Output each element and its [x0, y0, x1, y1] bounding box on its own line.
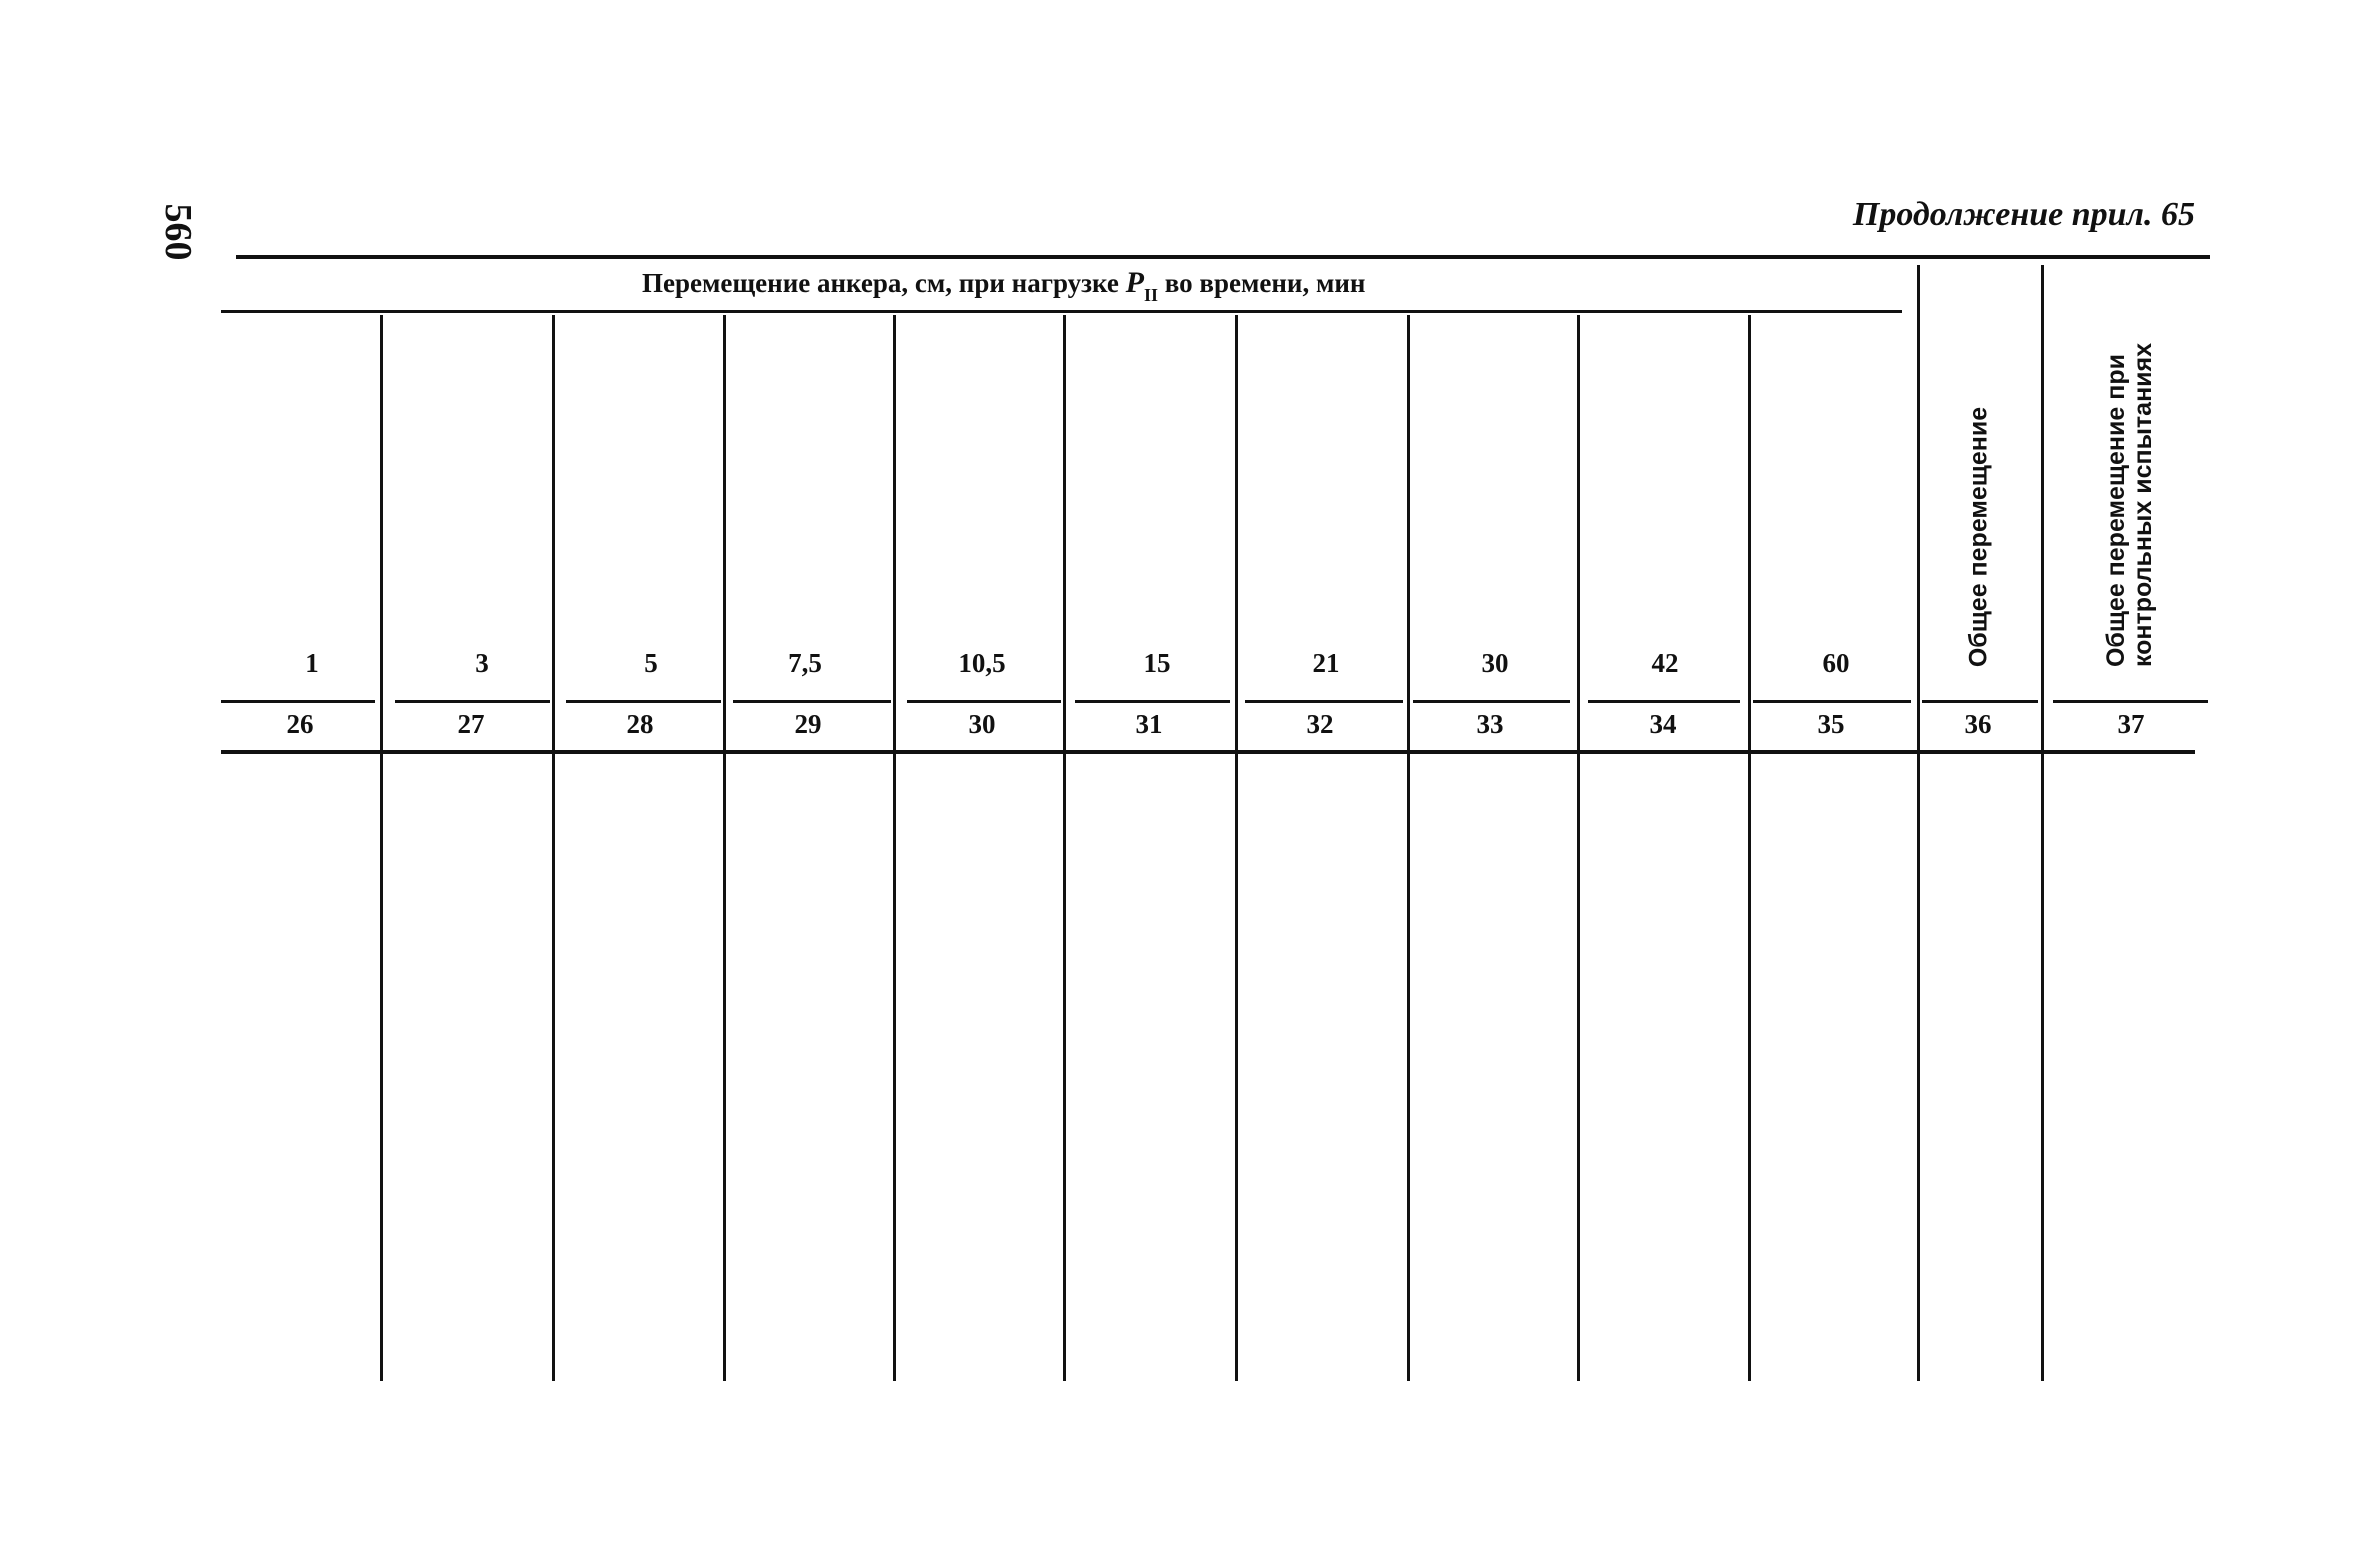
column-number-27: 27: [457, 709, 485, 739]
time-column-2: 3: [475, 648, 489, 678]
group-title-after: во времени, мин: [1157, 268, 1366, 298]
column-number-31: 31: [1135, 709, 1163, 739]
header-bottom-rule-6: [1075, 700, 1230, 703]
column-number-32: 32: [1306, 709, 1334, 739]
time-column-7: 21: [1312, 648, 1340, 678]
top-table-rule: [236, 255, 2210, 259]
header-bottom-rule-5: [907, 700, 1061, 703]
time-column-3: 5: [644, 648, 658, 678]
column-divider-5: [1063, 315, 1066, 1381]
column-divider-6: [1235, 315, 1238, 1381]
column-number-30: 30: [968, 709, 996, 739]
control-test-header-line-1: Общее перемещение при: [2102, 354, 2130, 668]
column-number-33: 33: [1476, 709, 1504, 739]
column-divider-10: [1917, 265, 1920, 1381]
control-test-displacement-header: [2103, 343, 2157, 667]
column-divider-7: [1407, 315, 1410, 1381]
time-column-10: 60: [1822, 648, 1850, 678]
column-divider-4: [893, 315, 896, 1381]
time-column-1: 1: [305, 648, 319, 678]
numbering-bottom-rule: [221, 750, 2195, 754]
page-number: 560: [157, 203, 199, 261]
column-number-29: 29: [794, 709, 822, 739]
column-divider-1: [380, 315, 383, 1381]
column-divider-11: [2041, 265, 2044, 1381]
column-divider-2: [552, 315, 555, 1381]
column-number-36: 36: [1964, 709, 1992, 739]
header-bottom-rule-2: [395, 700, 550, 703]
header-bottom-rule-3: [566, 700, 721, 703]
column-number-26: 26: [286, 709, 314, 739]
total-displacement-header: [1966, 407, 1993, 667]
time-column-9: 42: [1651, 648, 1679, 678]
header-bottom-rule-7: [1245, 700, 1403, 703]
time-column-5: 10,5: [958, 648, 1006, 678]
header-bottom-rule-9: [1588, 700, 1740, 703]
time-column-6: 15: [1143, 648, 1171, 678]
time-column-8: 30: [1481, 648, 1509, 678]
column-divider-8: [1577, 315, 1580, 1381]
header-bottom-rule-11: [1922, 700, 2038, 703]
column-number-34: 34: [1649, 709, 1677, 739]
continuation-title: Продолжение прил. 65: [1852, 196, 2195, 233]
load-subscript: II: [1143, 285, 1158, 305]
header-bottom-rule-4: [733, 700, 891, 703]
control-test-header-line-2: контрольных испытаниях: [2129, 342, 2157, 668]
column-number-37: 37: [2117, 709, 2145, 739]
time-column-4: 7,5: [788, 648, 822, 678]
group-title: [642, 268, 1365, 304]
load-symbol: P: [1125, 266, 1144, 299]
header-bottom-rule-10: [1753, 700, 1911, 703]
column-divider-3: [723, 315, 726, 1381]
header-bottom-rule-8: [1413, 700, 1570, 703]
header-bottom-rule-1: [221, 700, 375, 703]
column-number-28: 28: [626, 709, 654, 739]
group-header-rule: [221, 310, 1902, 313]
header-bottom-rule-12: [2053, 700, 2208, 703]
column-number-35: 35: [1817, 709, 1845, 739]
group-title-before: Перемещение анкера, см, при нагрузке: [642, 268, 1126, 298]
column-divider-9: [1748, 315, 1751, 1381]
total-displacement-label: Общее перемещение: [1964, 406, 1993, 668]
